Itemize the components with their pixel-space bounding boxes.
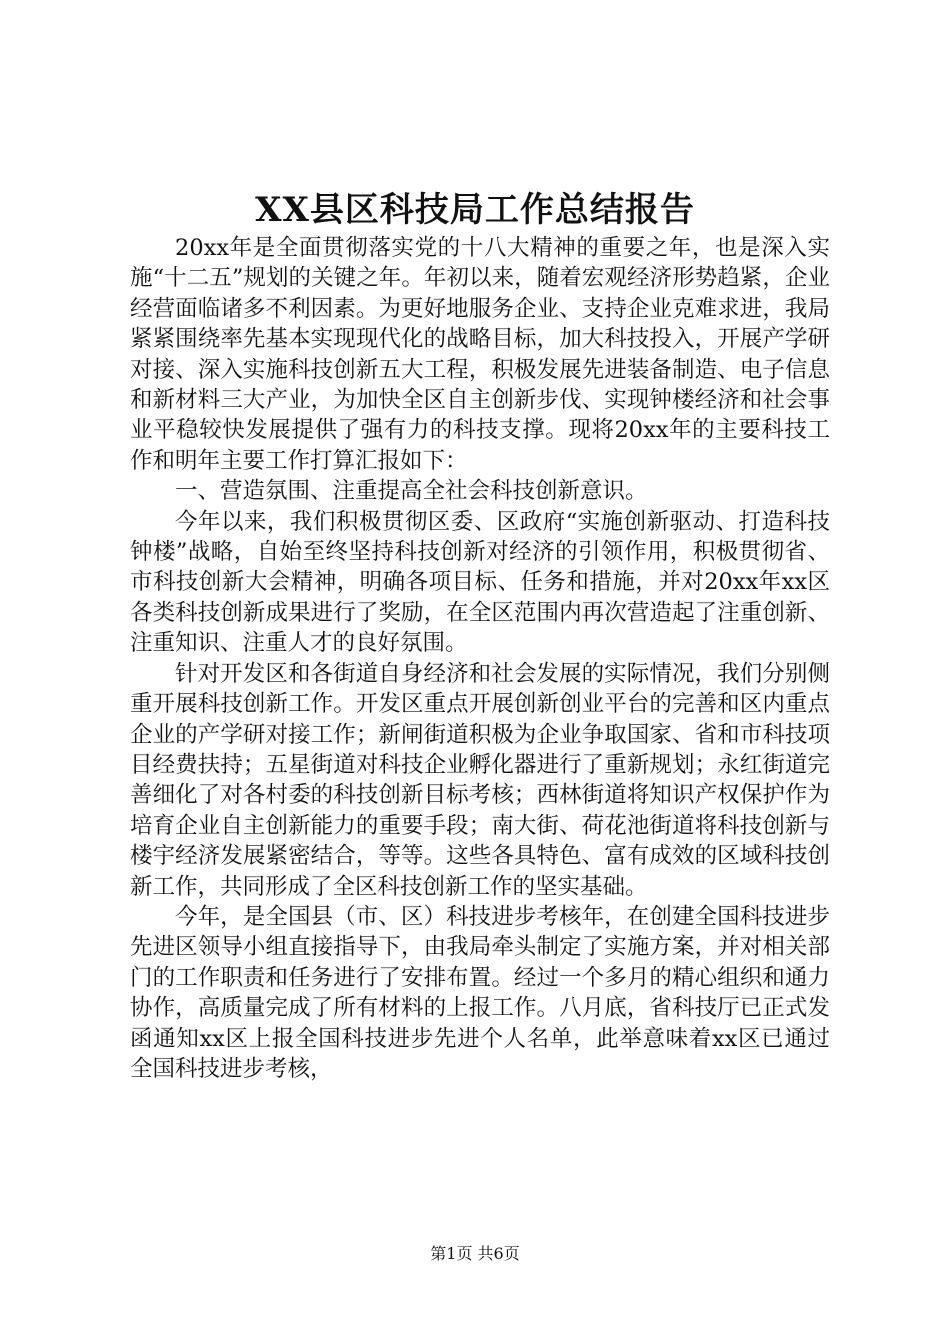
page-footer: 第1页 共6页 — [430, 1244, 520, 1263]
section-heading-1: 一、营造氛围、注重提高全社会科技创新意识。 — [175, 478, 648, 505]
document-body — [130, 233, 830, 1084]
document-title: XX县区科技局工作总结报告 — [255, 190, 695, 230]
paragraph-intro: 20xx年是全面贯彻落实党的十八大精神的重要之年，也是深入实施“十二五”规划的关键之年。年初以来，随着宏观经济形势趋紧，企业经营面临诸多不利因素。为更好地服务企业、支持企业克难求进，我局紧紧围绕率先基本实现现代化的战略目标，加大科技投入，开展产学研对接、深入实施科技创新五大工程，积极发展先进装备制造、电子信息和新材料三大产业，为加快全区自主创新步伐、实现钟楼经济和社会事业平稳较快发展提供了强有力的科技支撑。现将20xx年的主要科技工作和明年主要工作打算汇报如下： — [130, 235, 830, 474]
paragraph-assessment: 今年，是全国县（市、区）科技进步考核年，在创建全国科技进步先进区领导小组直接指导下，由我局牵头制定了实施方案，并对相关部门的工作职责和任务进行了安排布置。经过一个多月的精心组织和通力协作，高质量完成了所有材料的上报工作。八月底，省科技厅已正式发函通知xx区上报全国科技进步先进个人名单，此举意味着xx区已通过全国科技进步考核， — [130, 903, 830, 1082]
paragraph-atmosphere: 今年以来，我们积极贯彻区委、区政府“实施创新驱动、打造科技钟楼”战略，自始至终坚持科技创新对经济的引领作用，积极贯彻省、市科技创新大会精神，明确各项目标、任务和措施，并对20xx年xx区各类科技创新成果进行了奖励，在全区范围内再次营造起了注重创新、注重知识、注重人才的良好氛围。 — [130, 508, 830, 657]
paragraph-districts: 针对开发区和各街道自身经济和社会发展的实际情况，我们分别侧重开展科技创新工作。开发区重点开展创新创业平台的完善和区内重点企业的产学研对接工作；新闸街道积极为企业争取国家、省和市科技项目经费扶持；五星街道对科技企业孵化器进行了重新规划；永红街道完善细化了对各村委的科技创新目标考核；西林街道将知识产权保护作为培育企业自主创新能力的重要手段；南大街、荷花池街道将科技创新与楼宇经济发展紧密结合，等等。这些各具特色、富有成效的区域科技创新工作，共同形成了全区科技创新工作的坚实基础。 — [130, 660, 830, 900]
